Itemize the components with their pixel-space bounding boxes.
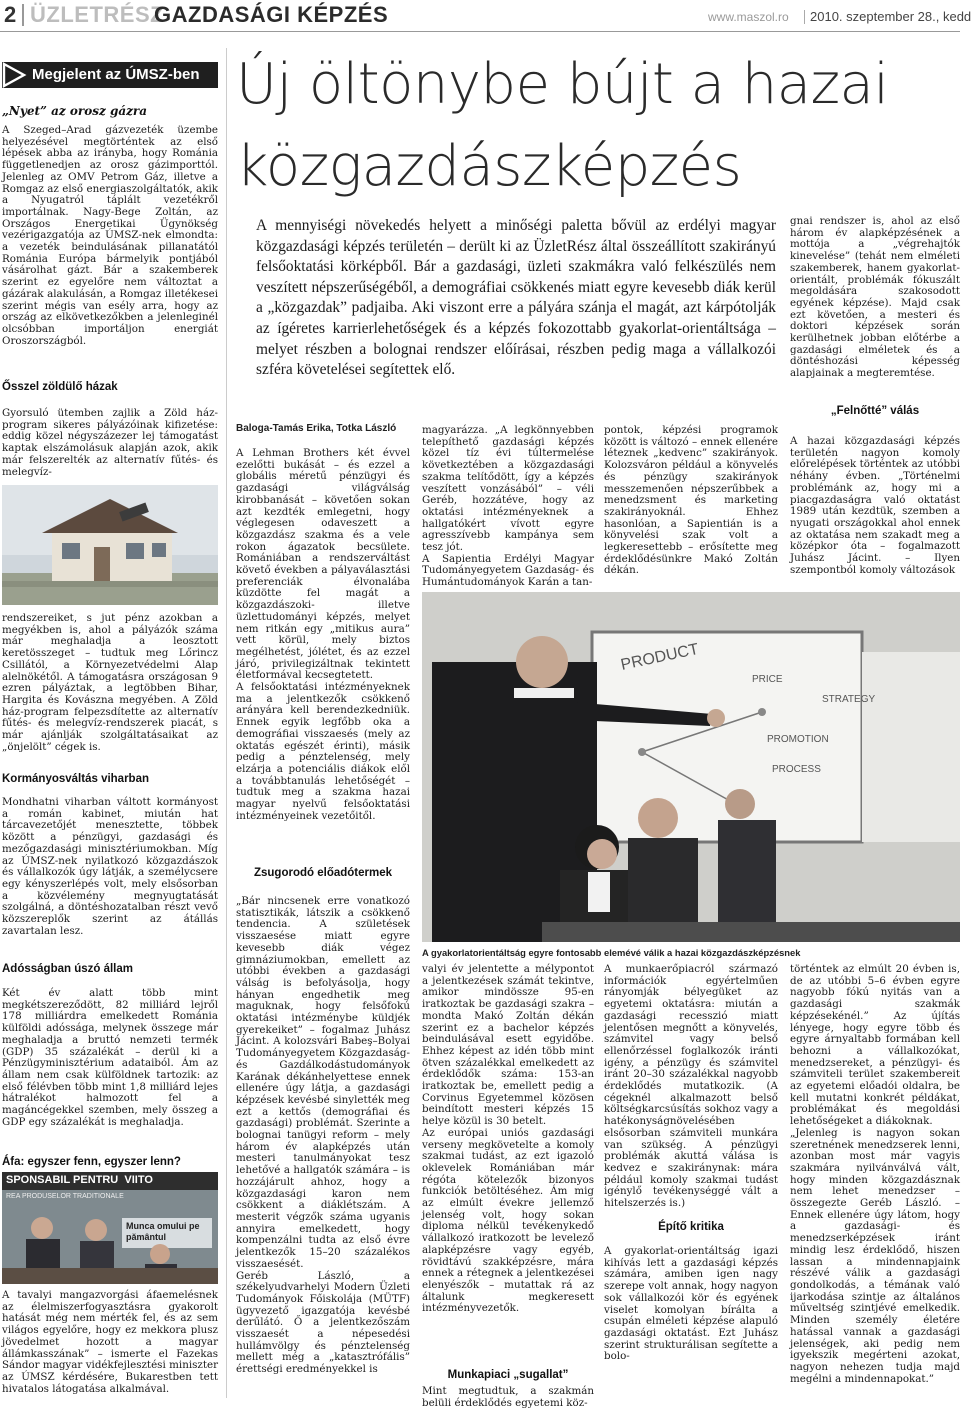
column-d-top: gnai rendszer is, ahol az első három év alapképzésének a mottója a „végrehajtók kinevelése” (tehát nem elméleti szakemberek, hanem gyakorlat-orientált, problémák fókuszált megoldására szakosodott egyének képzése). Majd csak ezt követően, a mesteri és doktori képzések során kerülhetnek jobban előtérbe a gazdasági elméletek és a döntéshozási képesség alapjainak a megteremtése. <box>790 215 960 380</box>
sidebar-banner-label: Megjelent az ÚMSZ-ben <box>32 66 200 83</box>
classroom-illustration <box>422 592 960 942</box>
whiteboard-word: PROMOTION <box>767 734 829 745</box>
column-b-body: magyarázza. „A legkönnyebben telepíthető gazdasági képzés közel tíz évi túltermelése következtében a közgazdasági szakma telítődött, így a képzés veszített vonzásából” – véli Geréb, hozzátéve, hogy az oktatási intézményeknek a hallgatókért vívott egyre agresszívebb kampánya sem tesz jót. A Sapientia Erdélyi Magyar Tudományegyetem Gazdaság- és Humántudományok Karán a tan- <box>422 424 594 589</box>
column-e-body-2: Mint megtudtuk, a szakmán belüli érdeklődés egyetemi köz- <box>422 1385 594 1409</box>
sidebar-story-text: Gyorsuló ütemben zajlik a Zöld ház-program sikeres pályázóinak kifizetése: eddig közel négyszázezer lej támogatást kaptak elszámolásuk alapján azok, akik már felszerelték az alternatív fűtés- és melegvíz- <box>2 407 218 478</box>
column-a-body: A Lehman Brothers két évvel ezelőtti bukását – és ezzel a globális méretű pénzügyi és gazdasági világválság kirobbanását – követően sokan azt kezdték emlegetni, hogy véglegesen odaveszett a közgazdász szakma és a vele rokon ágazatok becsülete. Romániában a rendszerváltást követő években a pályaválasztási preferenciák élvonalába küzdötte fel magát a közgazdászoki- illetve üzlettudományi képzés, melyet nem ritkán egy „mitikus aura” vett körül, mely biztos megélhetést, jólétet, és az ezzel járó, privilegizáltnak tekintett életformával kecsegtetett. A felsőoktatási intézményeknek ma a jelentkezők csökkenő arányára kell berendezkedniük. Ennek egyik legfőbb oka a demográfiai visszaesés (mely az oktatás egészét érinti), másik pedig a pénztelenség, mely elzárja a potenciális diákok elől a továbbtanulás lehetőségét – tudtuk meg a szakma hazai magyar nyelvű felsőoktatási intézményeinek vezetőitől. <box>236 447 410 822</box>
column-d-body: A hazai közgazdasági képzés területén nagyon komoly előrelépések történtek az utóbbi néhány évben. „Történelmi problémánk az, hogy mi a piacgazdaságra való oktatást 1989 után kezdtük, szemben a nyugati országokkal ahol ennek az oktatása nem szakadt meg a középkor óta – fogalmazott Juhász Jácint. – Ilyen szempontból komoly változások <box>790 435 960 576</box>
headline-line-2: közgazdászképzés <box>236 134 742 199</box>
header-divider <box>22 4 24 26</box>
sidebar-story-text: A Szeged–Arad gázvezeték üzembe helyezésével megtörténtek az első lépések abba az irányba, hogy Románia függetlenedjen az orosz gázimporttól. Jelenleg az OMV Petrom Gáz, illetve a Romgaz az első energiaszolgáltatók, akik a Nyugatról táplált vezetékről importálnak. Nagy-Bege Zoltán, az Országos Energetikai Ügynökség vezérigazgatója az ÚMSZ-nek elmondta: a vezeték beindulásának pillanatától Románia Európa bármelyik pontjából vásárolhat gázt. Bár a szakemberek szerint ez egyelőre nem változtat a gázárak alakulásán, a Romgaz illetékesei szerint mégis van esély arra, hogy az ország az elkövetkezőkben a jelenleginél olcsóbban importáljon energiát Oroszországból. <box>2 124 218 347</box>
sidebar-story-text: Két év alatt több mint megkétszereződött, 82 milliárd lejről 178 milliárdra emelkedett Románia külföldi adóssága, melynek összege már meghaladja a bruttó nemzeti termék (GDP) 35 százalékát – derül ki a Pénzügyminisztérium adataiból. Ám az állam nem csak külföldnek tartozik: az első félévben több mint 1,8 milliárd lejes hátralékot halmozott fel a magáncégekkel szemben, mely összeg a GDP egy százalékát is meghaladja. <box>2 987 218 1128</box>
chevron-right-icon <box>2 62 30 88</box>
sidebar-story-text: A tavalyi mangazvorgási áfaemelésnek az élelmiszerfogyasztásra gyakorolt hatását még nem mérték fel, és az sem világos egyelőre, hogy ez mekkora plusz jövedelmet hozott a magyar állámkasszának” – ismerte el Fazekas Sándor magyar vidékfejlesztési miniszter az ÚMSZ kérdésére, Bukarestben tett hivatalos látogatása alkalmával. <box>2 1289 218 1395</box>
subhead-epito-kritika: Építő kritika <box>658 1221 724 1233</box>
headline-line-1: Új öltönybe bújt a hazai <box>236 52 889 117</box>
whiteboard-word: PROCESS <box>772 764 821 775</box>
lead-paragraph: A mennyiségi növekedés helyett a minőségi paletta bővül az erdélyi magyar közgazdasági képzés területén – derült ki az ÜzletRész által összeállított szakirányú felsőoktatási körképből. Bár a gazdasági, üzleti szakmákra való felkészülés nem veszített népszerűségéből, a demográfiai csökkenés miatt egyre kevesebb diák kerül a „közgazdak” padjaiba. Aki viszont erre a pályára szánja el magát, azt kárpótolják az ígéretes karrierlehetőségek és a képzés fokozottabb gyakorlat-orientáltsága – melyet részben a bolognai rendszer előírásai, részben pedig maga a vállalkozói szféra követelései segítettek elő. <box>256 217 776 379</box>
subhead-zsugorodo: Zsugorodó előadótermek <box>253 867 393 879</box>
sidebar-story-text: Mondhatni viharban váltott kormányost a román kabinet, miután hat tárcavezetőjét menesztette, többek között a pénzügyi, gazdasági és mezőgazdasági minisztériumokban. Míg az ÚMSZ-nek nyilatkozó közgazdászok és vállalkozók úgy látják, a személycsere egy kényszerlépés volt, mely elsősorban a közvélemény megnyugtatását szolgálná, a döntéshozatalban részt vevő közszereplők szerint az átállás zavartalan lesz. <box>2 796 218 937</box>
column-c-body: pontok, képzési programok között is változó – ennek ellenére léteznek „kedvenc” szakirányok. Kolozsváron például a könyvelés és pénzügy szakirányok messzemenően népszerűbbek a menedzsment és marketing szakirányoknál. Ehhez hasonlóan, a Sapientián is a könyvelési szak volt a legkeresettebb – erősítette meg érdeklődésünkre Makó Zoltán dékán. <box>604 424 778 577</box>
sidebar-story-title: „Nyet” az orosz gázra <box>2 104 148 118</box>
site-link[interactable]: www.maszol.ro <box>708 10 789 24</box>
sidebar-story-title: Áfa: egyszer fenn, egyszer lenn? <box>2 1156 181 1168</box>
sidebar-story-title: Kormányosváltás viharban <box>2 773 150 785</box>
whiteboard-word: PRODUCT <box>619 640 701 674</box>
section-prefix: ÜZLETRÉSZ <box>30 2 165 27</box>
whiteboard-word: STRATEGY <box>822 694 876 705</box>
column-divider <box>226 48 227 1398</box>
byline: Baloga-Tamás Erika, Totka László <box>236 423 397 434</box>
photo-caption: A gyakorlatorientáltság egyre fontosabb elemévé válik a hazai közgazdászképzésnek <box>422 947 801 958</box>
sidebar-story-text: rendszereiket, s jut pénz azokban a megyékben is, ahol a pályázók száma már meghaladja a leosztott keretösszeget – tudtuk meg Lőrincz Csillától, a Környezetvédelmi Alap alelnökétől. A támogatásra országosan 9 ezren pályáztak, a legtöbben Bihar, Hargita és Kovászna megyében. A Zöld ház-program felpezsdítette az alternatív fűtés- és melegvíz-rendszerek piacát, s már ajánlják szolgáltatásaikat az „önjelölt” cégek is. <box>2 612 218 753</box>
column-a-body-2: „Bár nincsenek erre vonatkozó statisztikák, látszik a csökkenő tendencia. A születések visszaesése miatt egyre kevesebb diák végez gimnáziumokban, emellett az utóbbi években a gazdasági válság is befolyásolja, hogy hányan engedhetik meg maguknak, hogy felsőfokú oktatási intézménybe küldjék gyerekeiket” – fogalmaz Juhász Jácint. A kolozsvári Babeş–Bolyai Tudományegyetem Közgazdaság- és Gazdálkodástudományok Karának dékánhelyettese ennek ellenére úgy látja, a gazdasági képzések kevésbé sinylették meg ezt a kettős (demográfiai és gazdasági) problémát. Szerinte a bolognai tanügyi reform – mely három év alapképzés után mesteri tanulmányokat tesz lehetővé a hallgatók számára – is hozzájárult ahhoz, hogy a közgazdasági karon nem csökkent a diáklétszám. A mesterit végzők száma ugyanis annyira emelkedett, hogy kompenzálni tudta az első évre jelentkezők 15–20 százalékos visszaesését. Geréb László, a székelyudvarhelyi Modern Üzleti Tudományok Főiskolája (MÜTF) ügyvezető igazgatója kevésbé derűlátó. Ő a jelentkezőszám visszaesét a népesedési hullámvölgy és pénztelenség mellett még a „katasztrófális” érettségi eredményekkel is <box>236 895 410 1376</box>
classroom-photo <box>422 592 960 942</box>
column-e-body: valyi év jelentette a mélypontot a jelentkezések számát tekintve, amikor mindössze 95-en iratkoztak be gazdasági szakra – mondta Makó Zoltán dékán szerint ez a bachelor képzés beindulásával esett egyidőbe. Ehhez képest az idén több mint ötven százalékkal emelkedett az érdeklődők száma: 153-an iratkoztak be, emellett pedig a Corvinus Egyetemmel közösen beindított mesteri képzés 15 helye közül is 30 betelt. Az európai uniós gazdasági verseny megkövetelte a komoly szakmai tudást, az ezt igazoló oklevelek Romániában már régóta kötelezők bizonyos funkciók betöltéséhez. Ám mig az elmúlt évekre jellemző jelenség volt, hogy sokan diploma nélkül tevékenykedő vállalkozó iratkozott be levelező alapképzésre vagy egyéb, rövidtávú szakképzésre, mára ennek a rétegnek a jelentkezései elenyészők – mutattak rá az általunk megkeresett intézményvezetők. <box>422 963 594 1315</box>
page-header <box>0 0 971 32</box>
press-photo-subline: REA PRODUSELOR TRADITIONALE <box>6 1193 124 1200</box>
press-photo-people <box>2 1172 218 1284</box>
page-number: 2 <box>4 2 17 27</box>
whiteboard-word: PRICE <box>752 674 783 685</box>
column-f-body: A munkaerőpiacról származó információk egyértelműen rányomják bélyegüket az egyetemi oktatásra: miután a gazdasági recesszió miatt jelentősen megnőtt a könyvelés, számvitel vagy belső ellenőrzéssel foglalkozók iránti igény, a pénzügy és számvitel iránt 20–30 százalékkal nagyobb érdeklődés mutatkozik. (A cégeknél alkalmazott belső költségkarcsúsítás sokhoz vagy a hatékonyságnövelésében elsősorban számviteli munkára van szükség. A pénzügyi problémák akuttá válása is kedvez e szakiránynak: mára például komoly szakmai tudást igénylő tevékenységgé vált a hitelszerzés is.) <box>604 963 778 1210</box>
subhead-felnotte: „Felnőtté” válás <box>830 405 920 417</box>
sidebar-story-title: Ősszel zöldülő házak <box>2 381 118 393</box>
date: 2010. szeptember 28., kedd <box>810 9 971 24</box>
press-photo-banner-text: SPONSABIL PENTRU VIITO <box>6 1174 153 1186</box>
header-sep <box>804 10 805 24</box>
sidebar-story-title: Adósságban úszó állam <box>2 963 134 975</box>
house-photo <box>2 485 218 605</box>
press-photo <box>2 1172 218 1284</box>
subhead-munkapiaci: Munkapiaci „sugallat” <box>447 1369 569 1381</box>
house-illustration <box>2 485 218 605</box>
sidebar-banner <box>2 62 218 88</box>
headline <box>236 44 960 208</box>
column-g-body: történtek az elmúlt 20 évben is, de az utóbbi 5–6 évben egyre nagyobb fókú nyitás van a gazdasági szakmák képzésekénél.” Az újítás lényege, hogy egyre több és egyre árnyaltabb formában kell behozni a vállalkozókat, menedzsereket, a pénzügyi- és számviteli terület szakembereit az egyetemi előadói oldalra, be kell mutatni konkrét példákat, problémákat és megoldási lehetőségeket a diákoknak. „Jelenleg is nagyon sokan szeretnének menedzserek lenni, azonban most már vagyis szakmára nyilvánválvá vált, hogy minden közgazdásznak nem lehet menedzser – összegezte Geréb László. – Ennek ellenére úgy látom, hogy a gazdasági- és menedzserképzések iránt mindig lesz érdeklődő, hiszen lassan a mindennapjaink részévé válik a gazdasági gondolkodás, a témának való ijarkodása szintje az általános műveltség szintjévé emelkedik. Minden személy életére hatással vannak a gazdasági jelenségek, aki pedig nem igyekszik megérteni azokat, nagyon nehezen tudja majd megélni a mindennapokat.” <box>790 963 960 1385</box>
section-name: GAZDASÁGI KÉPZÉS <box>154 2 389 27</box>
column-f-body-2: A gyakorlat-orientáltság igazi kihívás lett a gazdasági képzés számára, amiben igen nagy szerepe volt annak, hogy nagyon sok vállalkozói kör és egyének viselet komolyan bírálta a csupán elméleti képzése alapuló gazdasági oktatást. Ezt Juhász szerint strukturálisan segítette a bolo- <box>604 1245 778 1363</box>
press-photo-sign-text: Munca omului pe pământul <box>126 1221 200 1242</box>
